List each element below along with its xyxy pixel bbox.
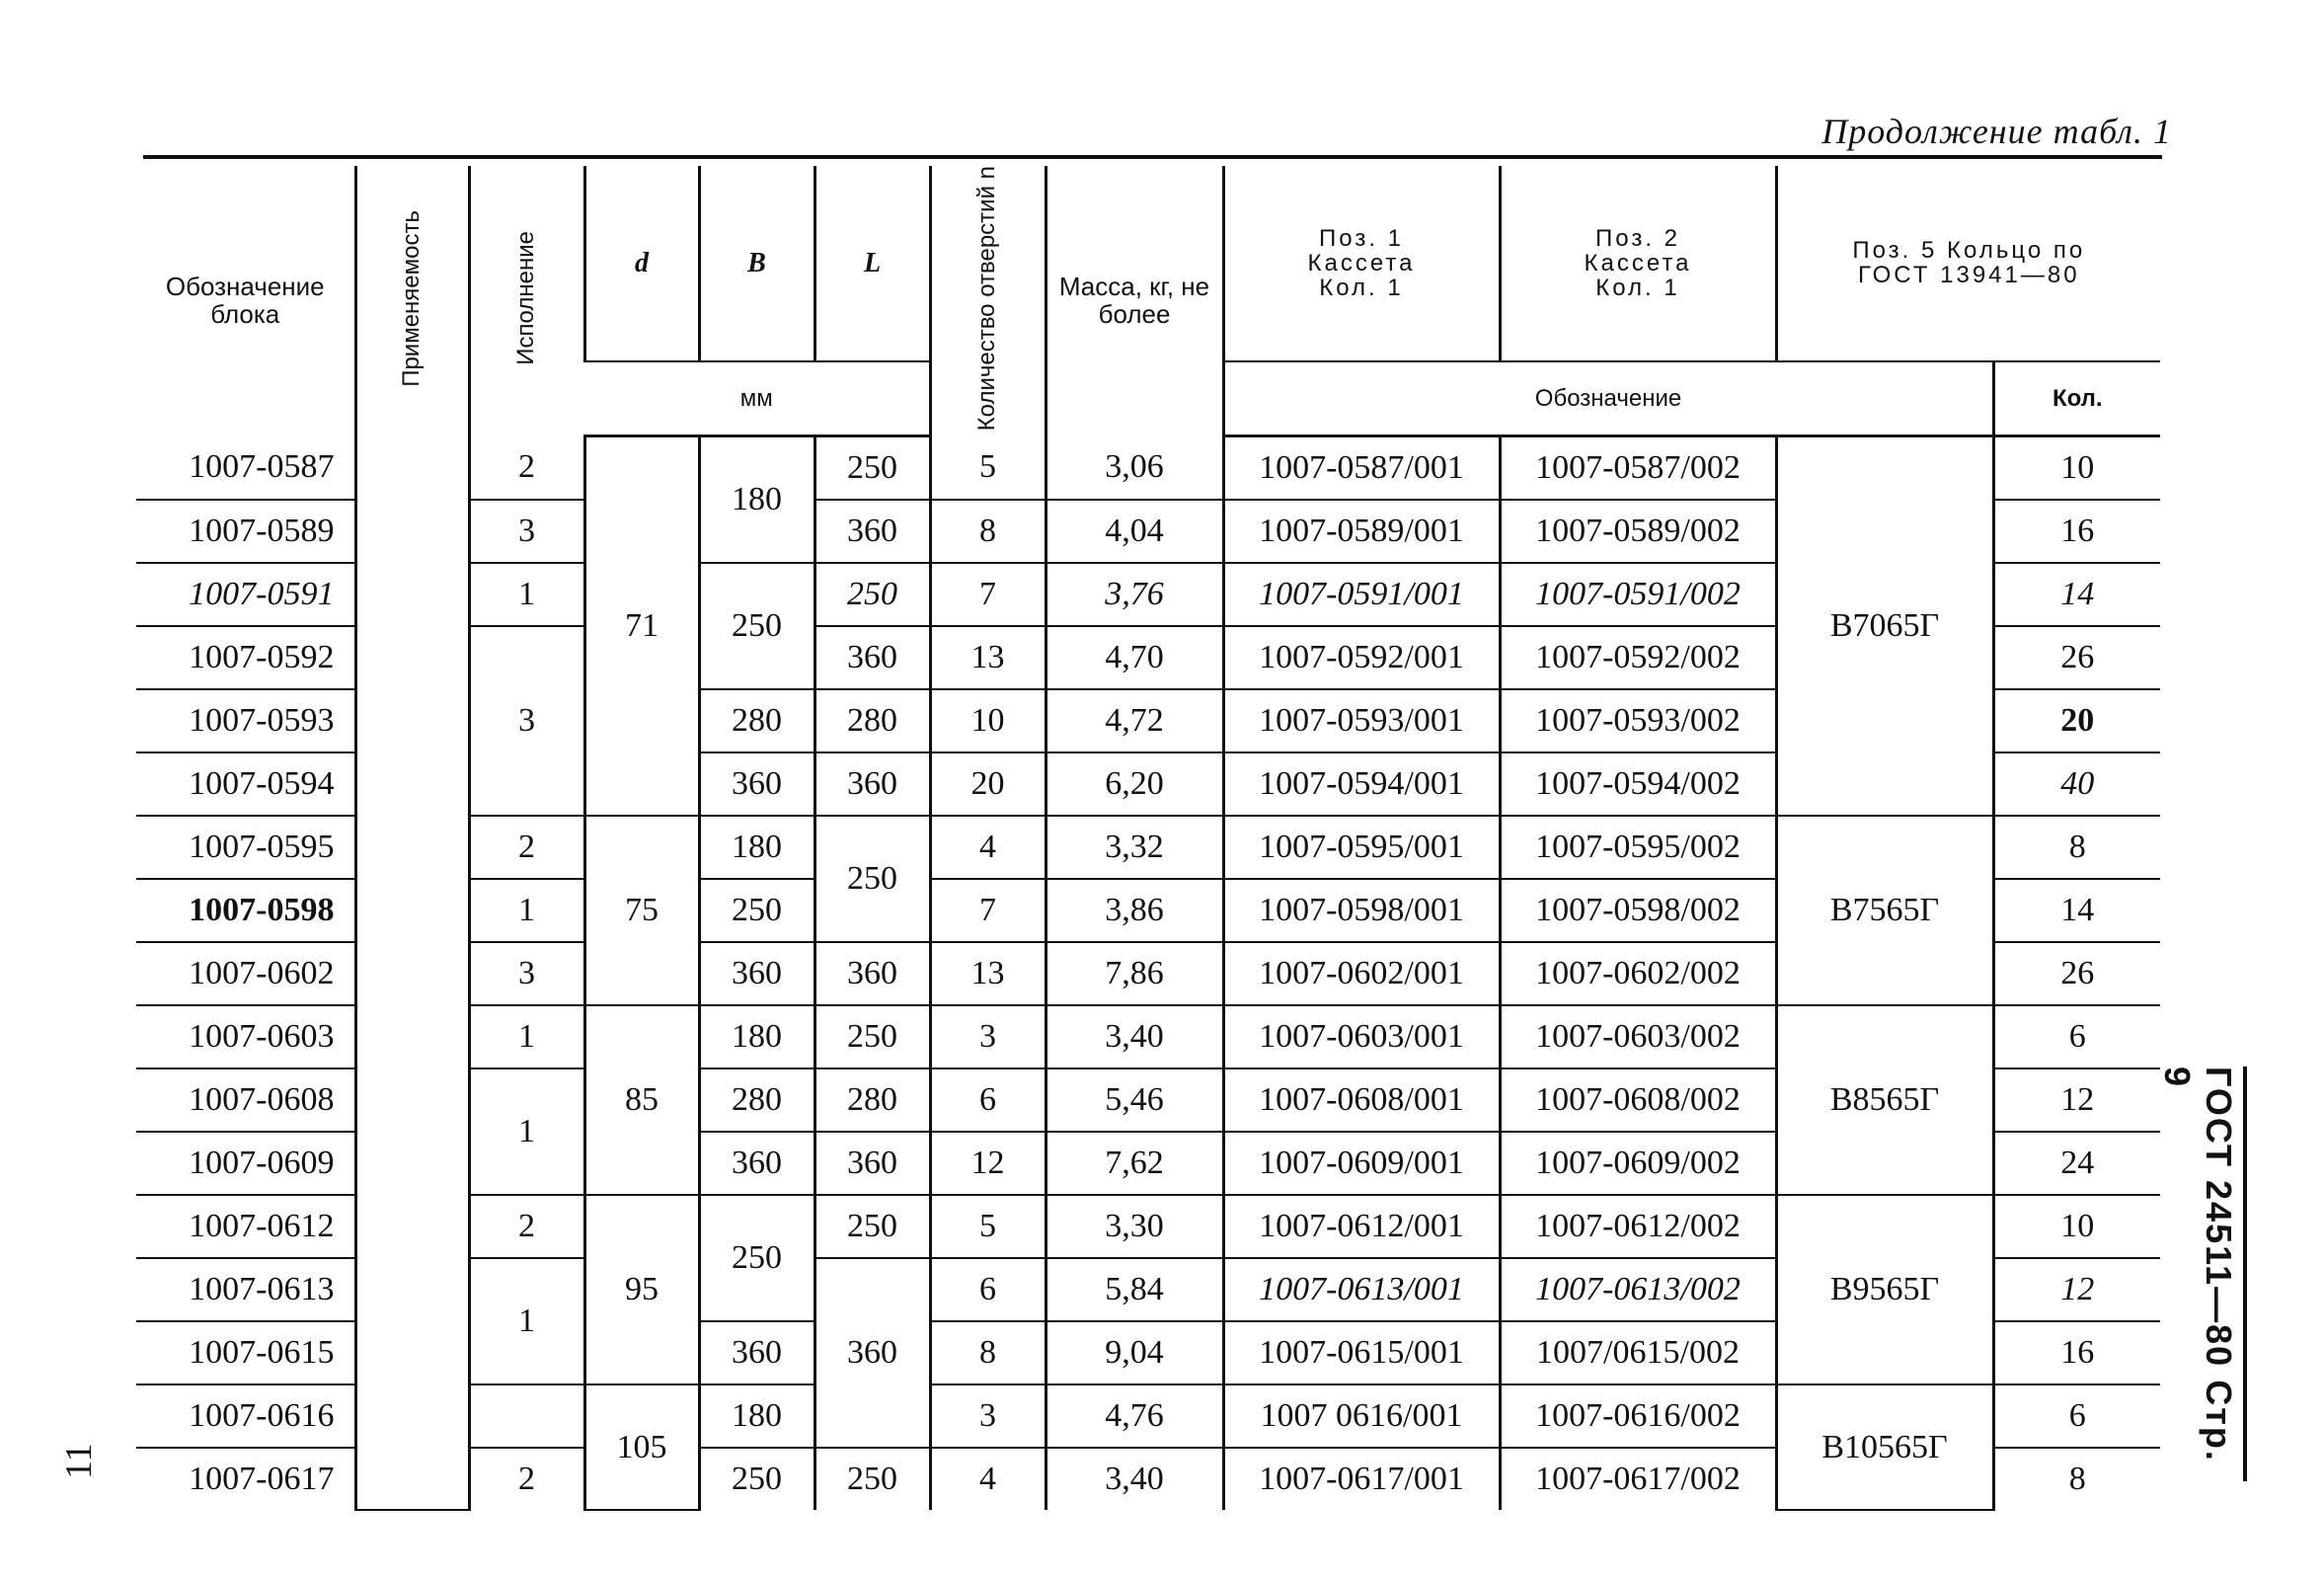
l-cell: 360 xyxy=(814,752,930,816)
pos1-cell: 1007-0612/001 xyxy=(1223,1195,1500,1258)
header-pos5: Поз. 5 Кольцо по ГОСТ 13941—80 xyxy=(1776,166,2160,361)
pos2-cell: 1007-0587/002 xyxy=(1500,436,1776,501)
pos1-cell: 1007-0593/001 xyxy=(1223,689,1500,752)
l-cell: 360 xyxy=(814,1132,930,1195)
pos2-cell: 1007-0617/002 xyxy=(1500,1448,1776,1510)
table-row xyxy=(136,436,2160,501)
pos2-cell: 1007-0612/002 xyxy=(1500,1195,1776,1258)
b-cell: 280 xyxy=(699,1068,814,1132)
header-l: L xyxy=(814,166,930,361)
header-oboznachenie: Обозначение xyxy=(1223,361,1993,436)
b-cell: 250 xyxy=(699,563,814,689)
qty-cell: 20 xyxy=(1993,689,2160,752)
header-version: Исполнение xyxy=(469,166,584,436)
table-continuation-caption: Продолжение табл. 1 xyxy=(1821,112,2172,151)
holes-cell: 3 xyxy=(930,1384,1046,1448)
pos2-cell: 1007/0615/002 xyxy=(1500,1321,1776,1384)
block-code: 1007-0602 xyxy=(136,942,355,1005)
qty-cell: 26 xyxy=(1993,942,2160,1005)
header-applicability: Применяемость xyxy=(355,166,469,436)
pos2-cell: 1007-0608/002 xyxy=(1500,1068,1776,1132)
block-code: 1007-0612 xyxy=(136,1195,355,1258)
b-cell: 250 xyxy=(699,879,814,942)
holes-cell: 8 xyxy=(930,1321,1046,1384)
mass-cell: 5,46 xyxy=(1046,1068,1223,1132)
mass-cell: 5,84 xyxy=(1046,1258,1223,1321)
block-code: 1007-0587 xyxy=(136,436,355,501)
pos1-cell: 1007-0613/001 xyxy=(1223,1258,1500,1321)
b-cell: 360 xyxy=(699,1321,814,1384)
l-cell: 250 xyxy=(814,1448,930,1510)
pos2-cell: 1007-0609/002 xyxy=(1500,1132,1776,1195)
pos2-cell: 1007-0589/002 xyxy=(1500,500,1776,563)
pos1-cell: 1007-0594/001 xyxy=(1223,752,1500,816)
version-cell: 2 xyxy=(469,436,584,501)
pos2-cell: 1007-0598/002 xyxy=(1500,879,1776,942)
holes-cell: 4 xyxy=(930,816,1046,879)
d-cell: 105 xyxy=(584,1384,699,1510)
pos2-cell: 1007-0594/002 xyxy=(1500,752,1776,816)
pos1-cell: 1007-0617/001 xyxy=(1223,1448,1500,1510)
version-cell: 1 xyxy=(469,1068,584,1195)
qty-cell: 24 xyxy=(1993,1132,2160,1195)
block-code: 1007-0589 xyxy=(136,500,355,563)
mass-cell: 3,40 xyxy=(1046,1005,1223,1068)
version-cell xyxy=(469,1384,584,1448)
mass-cell: 7,62 xyxy=(1046,1132,1223,1195)
mass-cell: 3,86 xyxy=(1046,879,1223,942)
mass-cell: 3,40 xyxy=(1046,1448,1223,1510)
d-cell: 85 xyxy=(584,1005,699,1195)
pos1-cell: 1007-0592/001 xyxy=(1223,626,1500,689)
pos2-cell: 1007-0593/002 xyxy=(1500,689,1776,752)
b-cell: 250 xyxy=(699,1195,814,1321)
applicability-cell xyxy=(355,436,469,1511)
side-gost-label: ГОСТ 24511—80 Стр. 9 xyxy=(2180,1067,2247,1481)
block-code: 1007-0609 xyxy=(136,1132,355,1195)
pos1-cell: 1007-0598/001 xyxy=(1223,879,1500,942)
mass-cell: 6,20 xyxy=(1046,752,1223,816)
block-code: 1007-0617 xyxy=(189,1461,335,1498)
mass-cell: 9,04 xyxy=(1046,1321,1223,1384)
pos2-cell: 1007-0592/002 xyxy=(1500,626,1776,689)
pos1-cell: 1007 0616/001 xyxy=(1223,1384,1500,1448)
qty-cell: 8 xyxy=(1993,1448,2160,1510)
holes-cell: 4 xyxy=(930,1448,1046,1510)
header-pos1: Поз. 1 Кассета Кол. 1 xyxy=(1223,166,1500,361)
block-code: 1007-0603 xyxy=(136,1005,355,1068)
holes-cell: 8 xyxy=(930,500,1046,563)
holes-cell: 10 xyxy=(930,689,1046,752)
version-cell: 2 xyxy=(469,1195,584,1258)
pos1-cell: 1007-0595/001 xyxy=(1223,816,1500,879)
pos1-cell: 1007-0603/001 xyxy=(1223,1005,1500,1068)
d-cell: 75 xyxy=(584,816,699,1005)
version-cell: 3 xyxy=(469,500,584,563)
pos1-cell: 1007-0615/001 xyxy=(1223,1321,1500,1384)
holes-cell: 3 xyxy=(930,1005,1046,1068)
block-code: 1007-0598 xyxy=(136,879,355,942)
block-code: 1007-0591 xyxy=(136,563,355,626)
pos1-cell: 1007-0591/001 xyxy=(1223,563,1500,626)
pos2-cell: 1007-0613/002 xyxy=(1500,1258,1776,1321)
ring-cell: В10565Г xyxy=(1776,1384,1993,1510)
pos2-cell: 1007-0616/002 xyxy=(1500,1384,1776,1448)
l-cell: 280 xyxy=(814,689,930,752)
mass-cell: 3,32 xyxy=(1046,816,1223,879)
holes-cell: 13 xyxy=(930,942,1046,1005)
l-cell: 250 xyxy=(814,563,930,626)
b-cell: 180 xyxy=(699,1005,814,1068)
d-cell: 95 xyxy=(584,1195,699,1384)
page-number: 11 xyxy=(58,1443,100,1480)
ring-cell: В9565Г xyxy=(1776,1195,1993,1384)
qty-cell: 16 xyxy=(1993,500,2160,563)
ring-cell: В7065Г xyxy=(1776,436,1993,817)
block-code: 1007-0613 xyxy=(136,1258,355,1321)
pos1-cell: 1007-0608/001 xyxy=(1223,1068,1500,1132)
mass-cell: 4,70 xyxy=(1046,626,1223,689)
l-cell: 280 xyxy=(814,1068,930,1132)
block-code: 1007-0592 xyxy=(136,626,355,689)
header-kol: Кол. xyxy=(1993,361,2160,436)
header-designation: Обозначение блока xyxy=(165,272,325,329)
qty-cell: 40 xyxy=(1993,752,2160,816)
qty-cell: 14 xyxy=(1993,563,2160,626)
b-cell: 250 xyxy=(699,1448,814,1510)
mass-cell: 3,30 xyxy=(1046,1195,1223,1258)
mass-cell: 3,06 xyxy=(1046,436,1223,501)
l-cell: 250 xyxy=(814,436,930,501)
l-cell: 250 xyxy=(814,816,930,942)
pos2-cell: 1007-0602/002 xyxy=(1500,942,1776,1005)
ring-cell: В7565Г xyxy=(1776,816,1993,1005)
qty-cell: 26 xyxy=(1993,626,2160,689)
version-cell: 3 xyxy=(469,942,584,1005)
block-code: 1007-0608 xyxy=(136,1068,355,1132)
d-cell: 71 xyxy=(584,436,699,817)
pos1-cell: 1007-0589/001 xyxy=(1223,500,1500,563)
l-cell: 360 xyxy=(814,942,930,1005)
pos2-cell: 1007-0591/002 xyxy=(1500,563,1776,626)
pos2-cell: 1007-0603/002 xyxy=(1500,1005,1776,1068)
holes-cell: 6 xyxy=(930,1068,1046,1132)
header-mass: Масса, кг, не более xyxy=(1046,166,1223,436)
qty-cell: 16 xyxy=(1993,1321,2160,1384)
qty-cell: 6 xyxy=(1993,1384,2160,1448)
holes-cell: 5 xyxy=(930,1195,1046,1258)
l-cell: 360 xyxy=(814,1258,930,1448)
block-code: 1007-0615 xyxy=(136,1321,355,1384)
qty-cell: 10 xyxy=(1993,436,2160,501)
qty-cell: 14 xyxy=(1993,879,2160,942)
l-cell: 360 xyxy=(814,626,930,689)
version-cell: 2 xyxy=(469,1448,584,1510)
b-cell: 360 xyxy=(699,752,814,816)
version-cell: 2 xyxy=(469,816,584,879)
holes-cell: 20 xyxy=(930,752,1046,816)
ring-cell: В8565Г xyxy=(1776,1005,1993,1195)
block-code: 1007-0594 xyxy=(136,752,355,816)
block-code: 1007-0616 xyxy=(136,1384,355,1448)
block-code: 1007-0595 xyxy=(136,816,355,879)
qty-cell: 12 xyxy=(1993,1258,2160,1321)
holes-cell: 7 xyxy=(930,563,1046,626)
qty-cell: 6 xyxy=(1993,1005,2160,1068)
header-holes: Количество отверстий n xyxy=(930,166,1046,436)
version-cell: 1 xyxy=(469,563,584,626)
version-cell: 3 xyxy=(469,626,584,816)
b-cell: 180 xyxy=(699,436,814,564)
header-d: d xyxy=(584,166,699,361)
holes-cell: 7 xyxy=(930,879,1046,942)
holes-cell: 6 xyxy=(930,1258,1046,1321)
qty-cell: 8 xyxy=(1993,816,2160,879)
header-mm: мм xyxy=(584,361,930,436)
mass-cell: 4,72 xyxy=(1046,689,1223,752)
b-cell: 180 xyxy=(699,1384,814,1448)
l-cell: 250 xyxy=(814,1195,930,1258)
mass-cell: 3,76 xyxy=(1046,563,1223,626)
block-code: 1007-0593 xyxy=(136,689,355,752)
pos2-cell: 1007-0595/002 xyxy=(1500,816,1776,879)
pos1-cell: 1007-0587/001 xyxy=(1223,436,1500,501)
version-cell: 1 xyxy=(469,1005,584,1068)
qty-cell: 10 xyxy=(1993,1195,2160,1258)
b-cell: 180 xyxy=(699,816,814,879)
l-cell: 250 xyxy=(814,1005,930,1068)
mass-cell: 4,04 xyxy=(1046,500,1223,563)
specification-table xyxy=(136,166,2160,1511)
version-cell: 1 xyxy=(469,879,584,942)
b-cell: 360 xyxy=(699,1132,814,1195)
qty-cell: 12 xyxy=(1993,1068,2160,1132)
header-b: B xyxy=(699,166,814,361)
mass-cell: 7,86 xyxy=(1046,942,1223,1005)
mass-cell: 4,76 xyxy=(1046,1384,1223,1448)
b-cell: 280 xyxy=(699,689,814,752)
holes-cell: 5 xyxy=(930,436,1046,501)
holes-cell: 12 xyxy=(930,1132,1046,1195)
pos1-cell: 1007-0602/001 xyxy=(1223,942,1500,1005)
version-cell: 1 xyxy=(469,1258,584,1384)
b-cell: 360 xyxy=(699,942,814,1005)
pos1-cell: 1007-0609/001 xyxy=(1223,1132,1500,1195)
header-pos2: Поз. 2 Кассета Кол. 1 xyxy=(1500,166,1776,361)
l-cell: 360 xyxy=(814,500,930,563)
holes-cell: 13 xyxy=(930,626,1046,689)
top-rule xyxy=(143,155,2162,159)
